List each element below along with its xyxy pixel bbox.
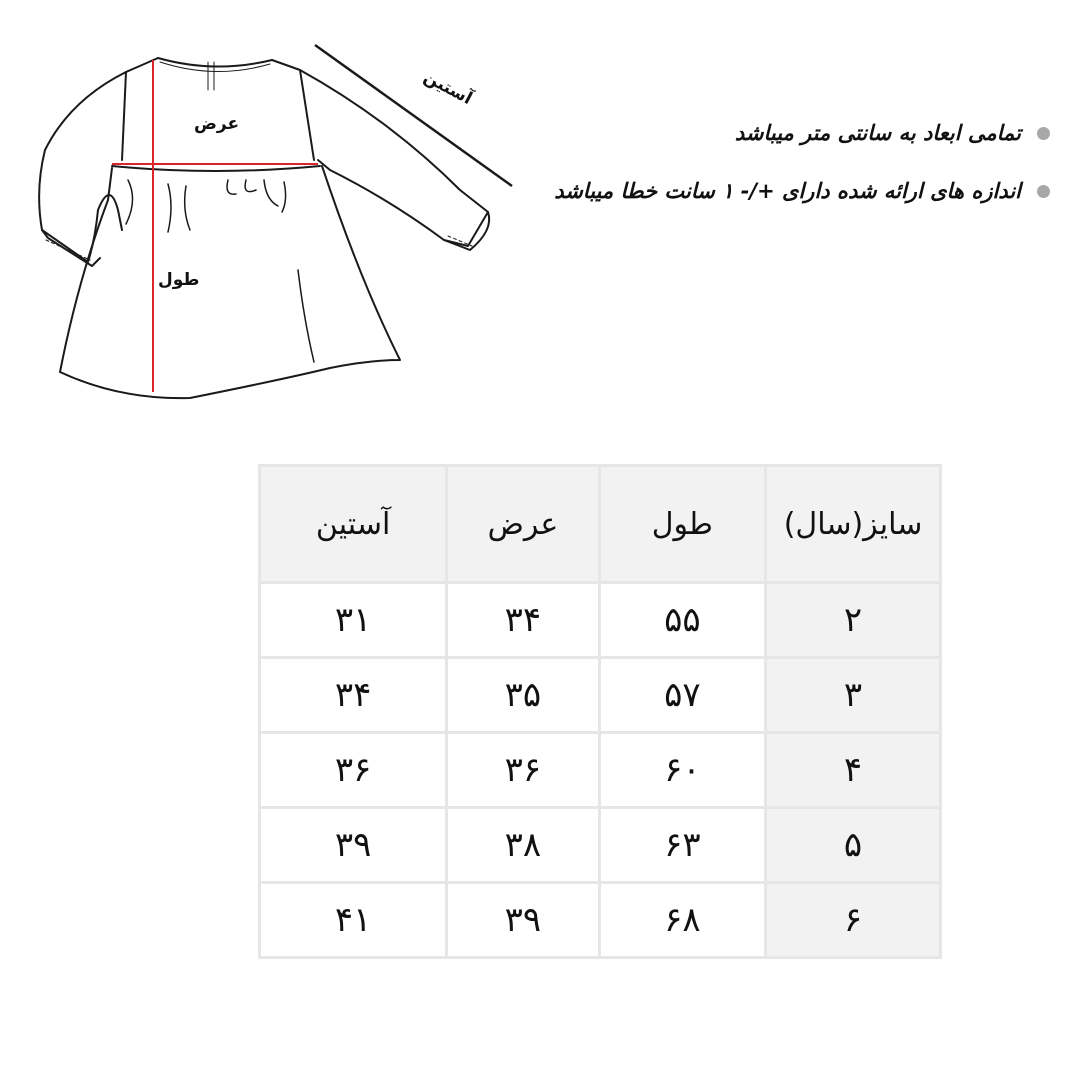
note-item [530, 110, 1050, 156]
cell-sleeve: ۳۱ [260, 583, 447, 658]
bullet-icon [1037, 185, 1050, 198]
cell-size: ۳ [766, 658, 941, 733]
table-row [260, 733, 941, 808]
cell-length: ۵۵ [599, 583, 766, 658]
note-units: تمامی ابعاد به سانتی متر میباشد [734, 121, 1021, 145]
width-label: عرض [194, 114, 240, 134]
cell-size: ۵ [766, 808, 941, 883]
table-row [260, 658, 941, 733]
sleeve-label: آستین [420, 67, 476, 109]
table-row [260, 883, 941, 958]
table-row [260, 583, 941, 658]
garment-illustration [0, 0, 540, 420]
table-row [260, 808, 941, 883]
cell-length: ۵۷ [599, 658, 766, 733]
cell-sleeve: ۳۹ [260, 808, 447, 883]
table-header-row [260, 466, 941, 583]
cell-length: ۶۸ [599, 883, 766, 958]
cell-size: ۶ [766, 883, 941, 958]
sleeve-measure-line [315, 45, 512, 186]
cell-width: ۳۵ [447, 658, 599, 733]
note-item [530, 168, 1050, 214]
cell-length: ۶۳ [599, 808, 766, 883]
header-size: سایز(سال) [766, 466, 941, 583]
cell-sleeve: ۳۴ [260, 658, 447, 733]
length-label: طول [158, 270, 200, 290]
notes-list [530, 110, 1050, 226]
neckline [158, 58, 272, 67]
header-width: عرض [447, 466, 599, 583]
cell-width: ۳۴ [447, 583, 599, 658]
header-length: طول [599, 466, 766, 583]
dress-sketch [0, 0, 540, 420]
bullet-icon [1037, 127, 1050, 140]
cell-length: ۶۰ [599, 733, 766, 808]
cell-sleeve: ۳۶ [260, 733, 447, 808]
cell-sleeve: ۴۱ [260, 883, 447, 958]
header-sleeve: آستین [260, 466, 447, 583]
cell-width: ۳۸ [447, 808, 599, 883]
cell-width: ۳۶ [447, 733, 599, 808]
cell-size: ۴ [766, 733, 941, 808]
cell-size: ۲ [766, 583, 941, 658]
note-tolerance: اندازه های ارائه شده دارای +/- ۱ سانت خطا میباشد [554, 179, 1021, 203]
skirt [60, 166, 400, 398]
cell-width: ۳۹ [447, 883, 599, 958]
size-table [258, 464, 942, 959]
